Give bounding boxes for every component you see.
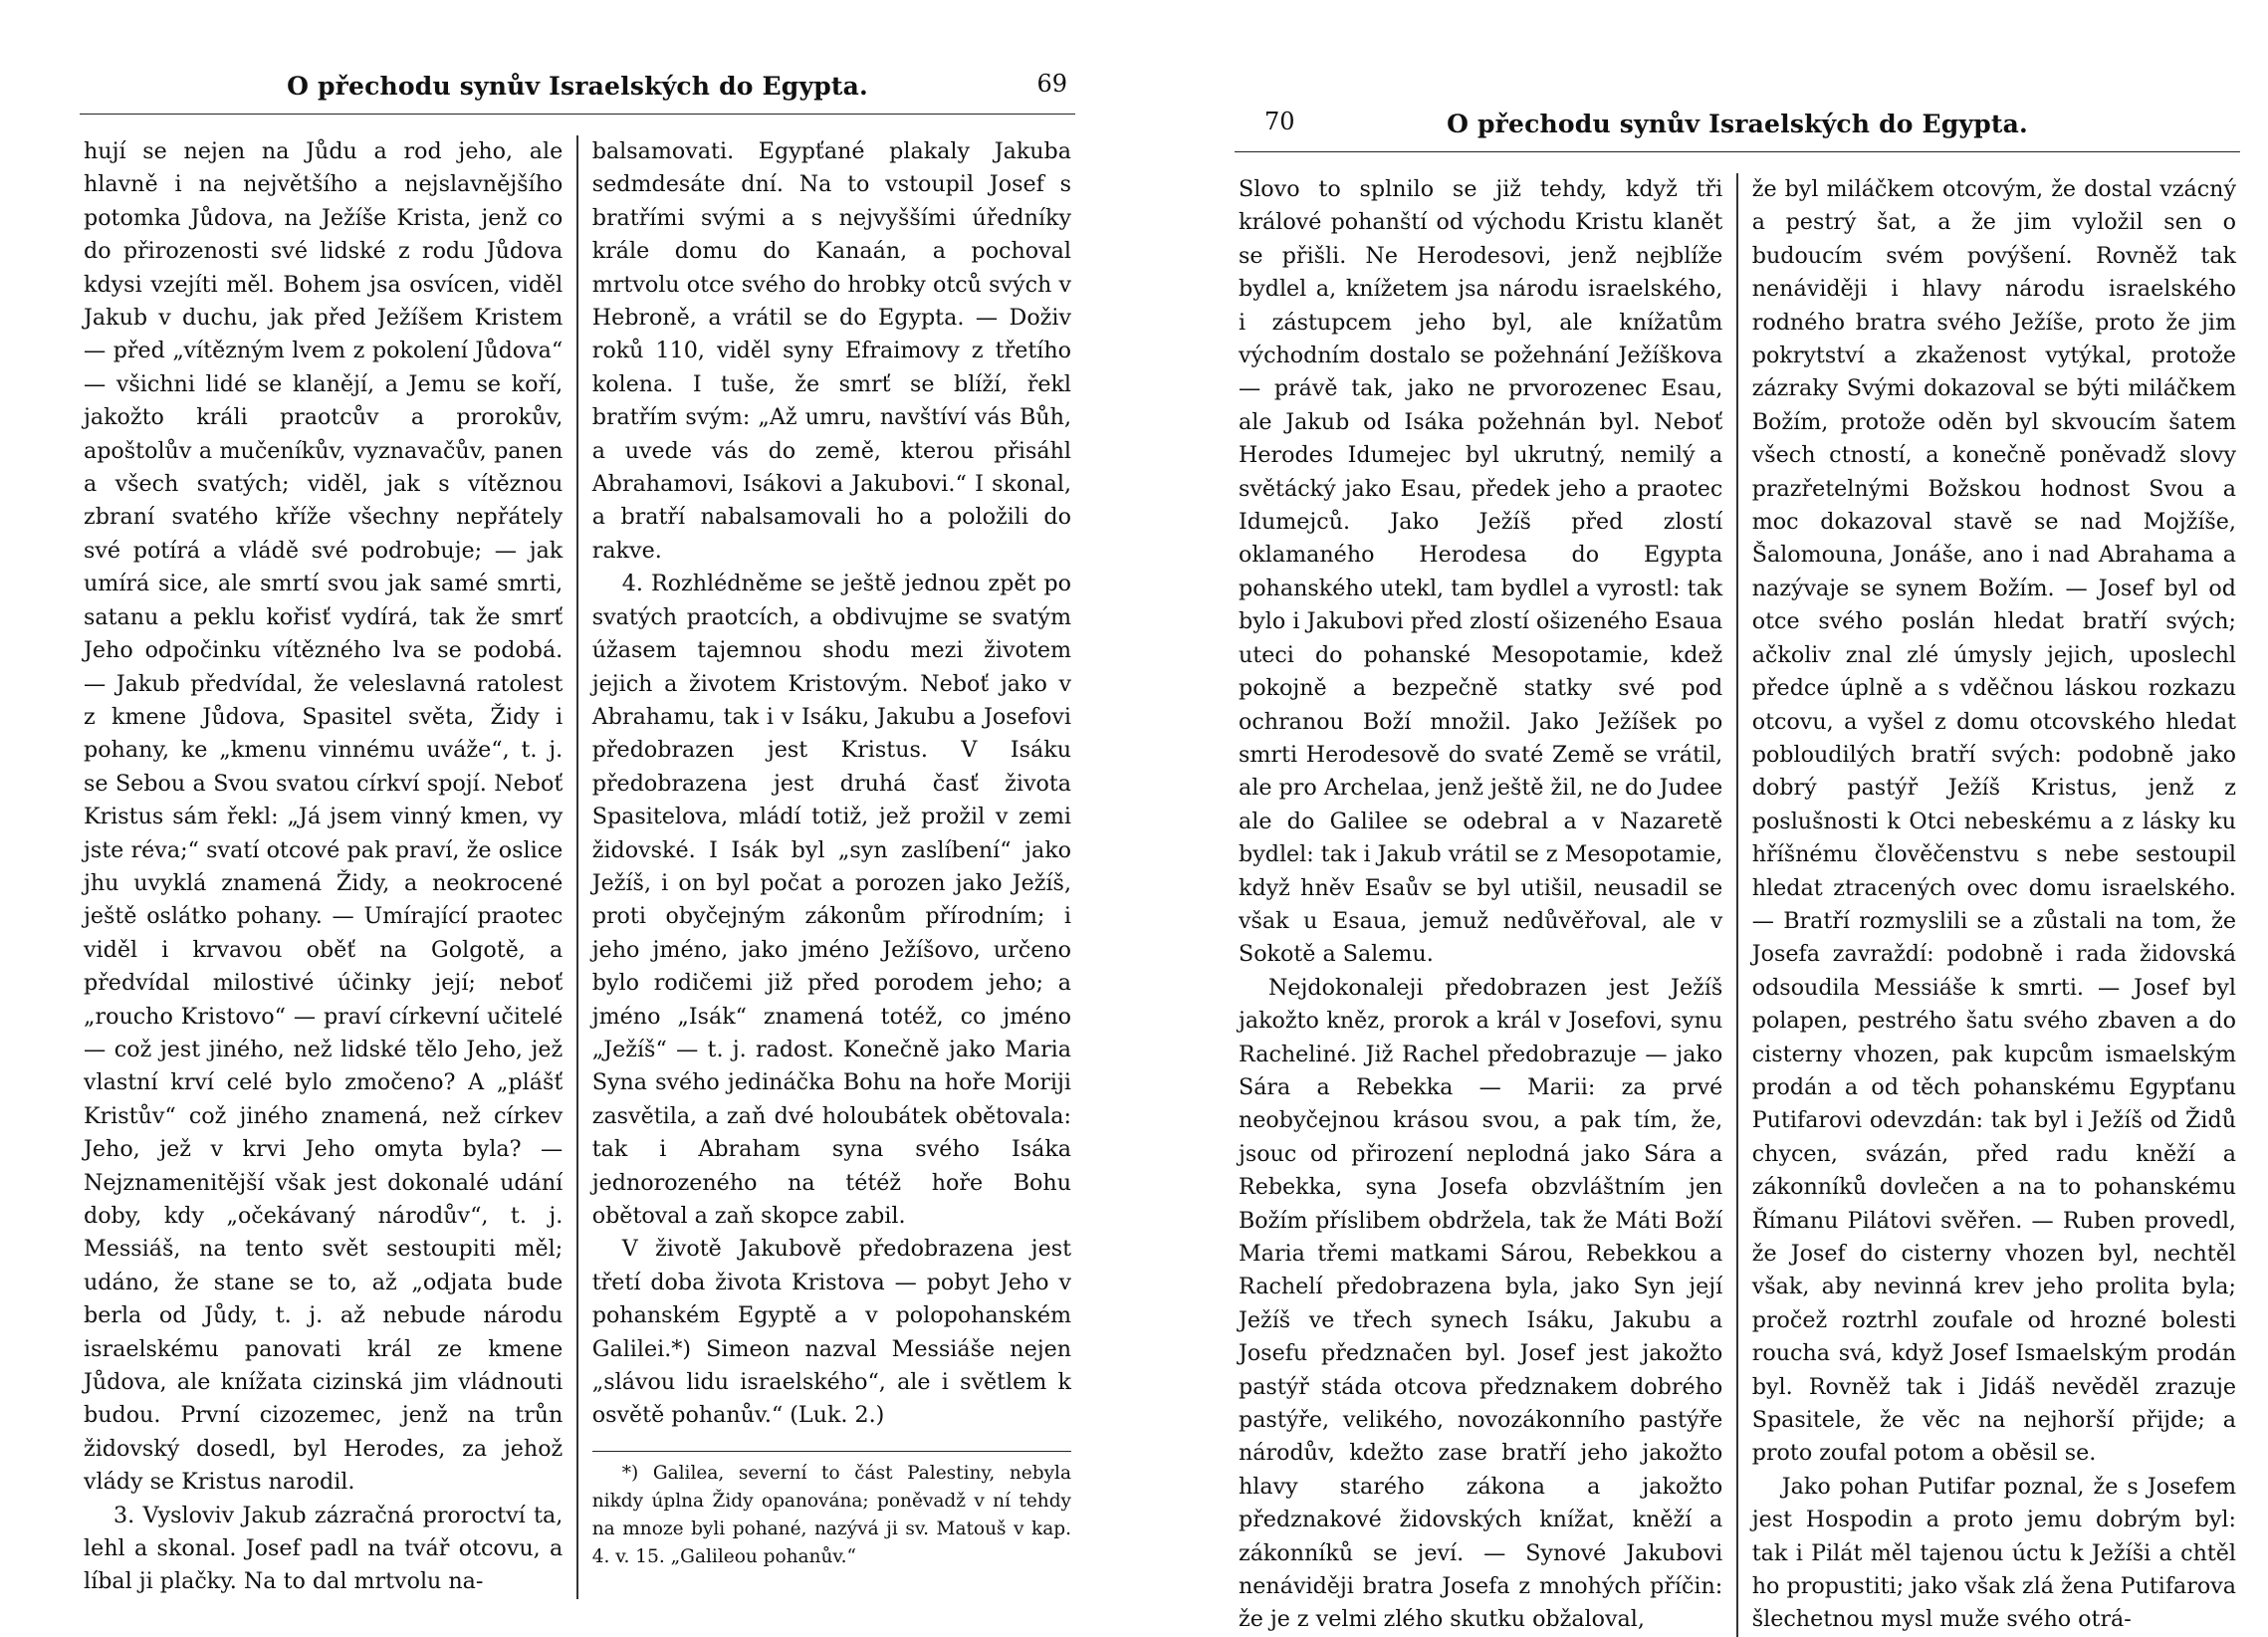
footnote	[592, 1460, 1071, 1571]
left-column-1	[80, 135, 567, 1599]
paragraph: V životě Jakubově předobrazena jest třetí doba života Kristova — pobyt Jeho v pohanském Egyptě a v polopohanském Galilei.*) Simeon nazval Messiáše nejen „slávou lidu israelského“, ale i světlem k osvětě pohanův.“ (Luk. 2.)	[591, 1236, 1071, 1429]
paragraph: Nejdokonaleji předobrazen jest Ježíš jakožto kněz, prorok a král v Josefovi, synu Racheliné. Již Rachel předobrazuje — jako Sára a Rebekka — Marii: za prvé neobyčejnou krásou svou, a pak tím, že, jsouc od přirození neplodná jako Sára a Rebekka, syna Josefa obzvláštním jen Božím příslibem obdržela, tak že Máti Boží Maria třemi matkami Sárou, Rebekkou a Rachelí předobrazena byla, jako Syn její Ježíš ve třech synech Isáku, Jakubu a Josefu předznačen byl. Josef jest jakožto pastýř stáda otcova předznakem dobrého pastýře, velikého, novozákonního pastýře národův, kdežto zase bratří jeho jakožto hlavy starého zákona a jakožto předznakové židovských knížat, kněží a zákonníků se jeví. — Synové Jakubovi nenáviději bratra Josefa z mnohých příčin: že je z velmi zlého skutku obžaloval,	[1239, 974, 1723, 1633]
right-columns	[1235, 173, 2240, 1637]
paragraph: Jako pohan Putifar poznal, že s Josefem jest Hospodin a proto jemu dobrým byl: tak i Pilát měl tajenou úctu k Ježíši a chtěl ho propustiti; jako však zlá žena Putifarova šlechetnou mysl muže svého otrá-	[1751, 1473, 2236, 1633]
footnote-rule	[592, 1451, 1071, 1452]
running-title: O přechodu synův Israelských do Egypta.	[1447, 110, 2028, 138]
footnote-text: *) Galilea, severní to část Palestiny, nebyla nikdy úplna Židy opanována; poněvadž v ní tehdy na mnoze byli pohané, nazývá ji sv. Matouš v kap. 4. v. 15. „Galileou pohanův.“	[591, 1462, 1071, 1567]
paragraph: 4. Rozhlédněme se ještě jednou zpět po svatých praotcích, a obdivujme se svatým úžasem tajemnou shodu mezi životem jejich a životem Kristovým. Neboť jako v Abrahamu, tak i v Isáku, Jakubu a Josefovi předobrazen jest Kristus. V Isáku předobrazena jest druhá časť života Spasitelova, mládí totiž, jež prožil v zemi židovské. I Isák byl „syn zaslíbení“ jako Ježíš, i on byl počat a porozen jako Ježíš, proti obyčejným zákonům přírodním; i jeho jméno, jako jméno Ježíšovo, určeno bylo rodičemi již před porodem jeho; a jméno „Isák“ znamená totéž, co jméno „Ježíš“ — t. j. radost. Konečně jako Maria Syna svého jedináčka Bohu na hoře Moriji zasvětila, a zaň dvé holoubátek obětovala: tak i Abraham syna svého Isáka jednorozeného na tétéž hoře Bohu obětoval a zaň skopce zabil.	[591, 571, 1071, 1229]
paragraph: hují se nejen na Jůdu a rod jeho, ale hlavně i na největšího a nejslavnějšího potomka Jůdova, na Ježíše Krista, jenž co do přirozenosti své lidské z rodu Jůdova kdysi vzejíti měl. Bohem jsa osvícen, viděl Jakub v duchu, jak před Ježíšem Kristem — před „vítězným lvem z pokolení Jůdova“ — všichni lidé se klanějí, a Jemu se koří, jakožto králi praotcův a prorokův, apoštolův a mučeníkův, vyznavačův, panen a všech svatých; viděl, jak s vítěznou zbraní svatého kříže všechny nepřátely své potírá a vládě své podrobuje; — jak umírá sice, ale smrtí svou jak samé smrti, satanu a peklu kořisť vydírá, tak že smrť Jeho odpočinku vítězného lva se podobá. — Jakub předvídal, že veleslavná ratolest z kmene Jůdova, Spasitel světa, Židy i pohany, ke „kmenu vinnému uváže“, t. j. se Sebou a Svou svatou církví spojí. Neboť Kristus sám řekl: „Já jsem vinný kmen, vy jste réva;“ svatí otcové pak praví, že oslice jhu uvyklá znamená Židy, a neokrocené ještě oslátko pohany. — Umírající praotec viděl i krvavou oběť na Golgotě, a předvídal milostivé účinky její; neboť „roucho Kristovo“ — praví církevní učitelé — což jest jiného, než lidské tělo Jeho, jež vlastní krví celé bylo zmočeno? A „plášť Kristův“ což jiného znamená, než církev Jeho, jež v krvi Jeho omyta byla? — Nejznamenitější však jest dokonalé udání doby, kdy „očekávaný národův“, t. j. Messiáš, na tento svět sestoupiti měl; udáno, že stane se to, až „odjata bude berla od Jůdy, t. j. až nebude národu israelskému panovati král ze kmene Jůdova, ale knížata cizinská jim vládnouti budou. První cizozemec, jenž na trůn židovský dosedl, byl Herodes, za jehož vlády se Kristus narodil.	[84, 138, 564, 1496]
page-number: 70	[1264, 108, 1295, 135]
right-page	[1235, 0, 2240, 1637]
header-rule	[80, 114, 1075, 115]
right-column-1	[1235, 173, 1726, 1637]
paragraph: že byl miláčkem otcovým, že dostal vzácný a pestrý šat, a že jim vyložil sen o budoucím svém povýšení. Rovněž tak nenáviději i hlavy národu israelského rodného bratra svého Ježíše, proto že jim pokrytství a zkaženost vytýkal, protože zázraky Svými dokazoval se býti miláčkem Božím, protože oděn byl skvoucím šatem všech ctností, a konečně poněvadž slovy prazřetelnými Božskou hodnost Svou a moc dokazoval stavě se nad Mojžíše, Šalomouna, Jonáše, ano i nad Abrahama a nazývaje se synem Božím. — Josef byl od otce svého poslán hledat bratří svých; ačkoliv znal zlé úmysly jejich, uposlechl předce úplně a s vděčnou láskou rozkazu otcovu, a vyšel z domu otcovského hledat pobloudilých bratří svých: podobně jako dobrý pastýř Ježíš Kristus, jenž z poslušnosti k Otci nebeskému a z lásky ku hříšnému člověčenstvu s nebe sestoupil hledat ztracených ovec domu israelského. — Bratří rozmyslili se a zůstali na tom, že Josefa zavraždí: podobně i rada židovská odsoudila Messiáše k smrti. — Josef byl polapen, pestrého šatu svého zbaven a do cisterny vhozen, pak kupcům ismaelským prodán a od těch pohanskému Egypťanu Putifarovi odevzdán: tak byl i Ježíš od Židů chycen, svázán, před radu kněží a zákonníků dovlečen a na to pohanskému Římanu Pilátovi svěřen. — Ruben provedl, že Josef do cisterny vhozen byl, nechtěl však, aby nevinná krev jeho prolita byla; pročež roztrhl zoufale od hrozné bolesti roucha svá, když Josef Ismaelským prodán byl. Rovněž tak i Jidáš nevěděl zrazuje Spasitele, že věc na nejhorší přijde; a proto zoufal potom a oběsil se.	[1751, 176, 2236, 1467]
column-divider	[1736, 173, 1738, 1637]
paragraph: Slovo to splnilo se již tehdy, když tři králové pohanští od východu Kristu klanět se přišli. Ne Herodesovi, jenž nejblíže bydlel a, knížetem jsa národu israelského, i zástupcem jeho byl, ale knížatům východním dostalo se požehnání Ježíškova — právě tak, jako ne prvorozenec Esau, ale Jakub od Isáka požehnán byl. Neboť Herodes Idumejec byl ukrutný, nemilý a světácký jako Esau, předek jeho a praotec Idumejců. Jako Ježíš před zlostí oklamaného Herodesa do Egypta pohanského utekl, tam bydlel a vyrostl: tak bylo i Jakubovi před zlostí ošizeného Esaua uteci do pohanské Mesopotamie, kdež pokojně a bezpečně statky své pod ochranou Boží množil. Jako Ježíšek po smrti Herodesově do svaté Země se vrátil, ale pro Archelaa, jenž ještě žil, ne do Judee ale do Galilee se odebral a v Nazaretě bydlel: tak i Jakub vrátil se z Mesopotamie, když hněv Esaův se byl utišil, neusadil se však u Esaua, jemuž nedůvěřoval, ale v Sokotě a Salemu.	[1239, 176, 1723, 968]
paragraph: 3. Vysloviv Jakub zázračná proroctví ta, lehl a skonal. Josef padl na tvář otcovu, a líbal ji plačky. Na to dal mrtvolu na-	[84, 1502, 564, 1595]
right-column-2	[1748, 173, 2240, 1637]
left-page	[80, 0, 1075, 1599]
left-columns	[80, 135, 1075, 1599]
running-title: O přechodu synův Israelských do Egypta.	[287, 72, 868, 101]
header-rule	[1235, 151, 2240, 152]
left-running-head	[80, 66, 1075, 125]
page-number: 69	[1036, 70, 1067, 98]
left-column-2	[588, 135, 1075, 1599]
column-divider	[576, 135, 578, 1599]
right-running-head	[1235, 104, 2240, 163]
paragraph: balsamovati. Egypťané plakaly Jakuba sedmdesáte dní. Na to vstoupil Josef s bratřími svými a s nejvyššími úředníky krále domu do Kanaán, a pochoval mrtvolu otce svého do hrobky otců svých v Hebroně, a vrátil se do Egypta. — Doživ roků 110, viděl syny Efraimovy z třetího kolena. I tuše, že smrť se blíží, řekl bratřím svým: „Až umru, navštíví vás Bůh, a uvede vás do země, kterou přisáhl Abrahamovi, Isákovi a Jakubovi.“ I skonal, a bratří nabalsamovali ho a položili do rakve.	[591, 138, 1071, 564]
